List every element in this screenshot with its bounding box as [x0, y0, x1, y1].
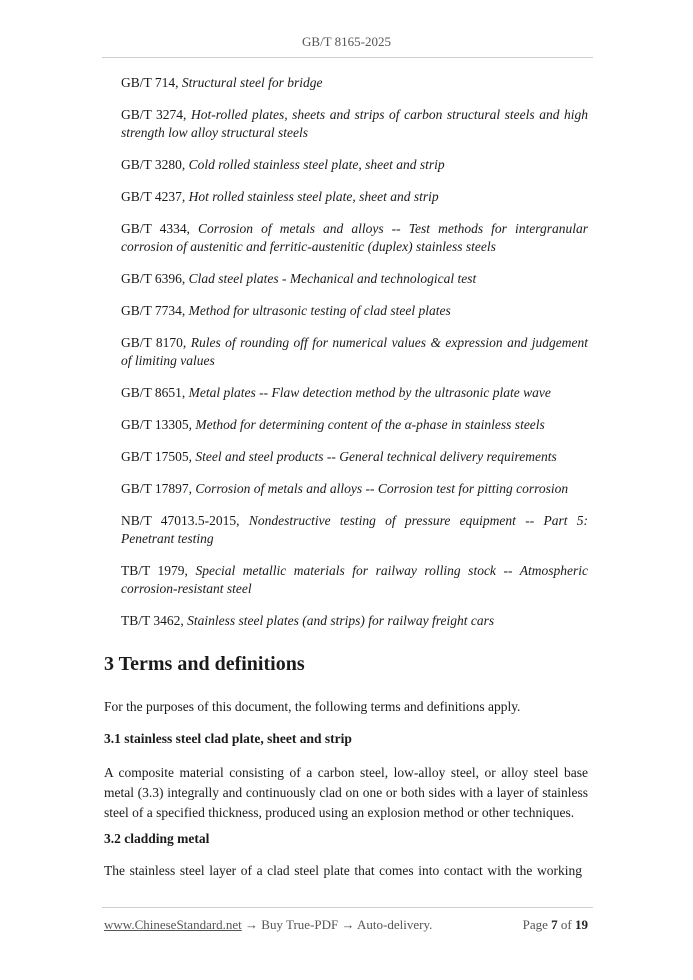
section-title: 3 Terms and definitions: [104, 653, 305, 675]
page-number: Page 7 of 19: [522, 917, 588, 932]
arrow-icon: →: [245, 917, 259, 932]
term-heading: 3.1 stainless steel clad plate, sheet and strip: [104, 731, 352, 746]
reference-item: GB/T 6396, Clad steel plates - Mechanical and technological test: [121, 271, 477, 286]
reference-item: GB/T 7734, Method for ultrasonic testing of clad steel plates: [121, 303, 451, 318]
term-3-1: [104, 731, 588, 747]
intro-paragraph: For the purposes of this document, the following terms and definitions apply.: [104, 699, 521, 714]
normative-references-list: [121, 74, 588, 644]
reference-item: GB/T 3280, Cold rolled stainless steel plate, sheet and strip: [121, 157, 445, 172]
section-heading: [104, 653, 588, 676]
reference-item: GB/T 4334, Corrosion of metals and alloys -- Test methods for intergranular corrosion of austenitic and ferritic-austenitic (duplex) stainless steels: [121, 221, 588, 254]
footer-promo: [104, 917, 432, 933]
term-3-2: [104, 831, 588, 847]
term-heading: 3.2 cladding metal: [104, 831, 210, 846]
page-footer: [104, 917, 588, 933]
term-definition: A composite material consisting of a carbon steel, low-alloy steel, or alloy steel base metal (3.3) integrally and continuously clad on one or both sides with a layer of stainless steel of a specified thickness, produced using an explosion method or other techniques.: [104, 765, 588, 820]
buy-text: Buy True-PDF: [261, 917, 339, 932]
header-divider: [102, 57, 593, 58]
reference-item: TB/T 3462, Stainless steel plates (and strips) for railway freight cars: [121, 613, 495, 628]
reference-item: TB/T 1979, Special metallic materials for railway rolling stock -- Atmospheric corrosion-resistant steel: [121, 563, 588, 596]
reference-item: GB/T 4237, Hot rolled stainless steel plate, sheet and strip: [121, 189, 439, 204]
reference-item: GB/T 13305, Method for determining content of the α-phase in stainless steels: [121, 417, 545, 432]
page-header: GB/T 8165-2025: [302, 34, 391, 49]
reference-item: NB/T 47013.5-2015, Nondestructive testing of pressure equipment -- Part 5: Penetrant testing: [121, 513, 588, 546]
reference-item: GB/T 8170, Rules of rounding off for numerical values & expression and judgement of limiting values: [121, 335, 588, 368]
arrow-icon: →: [341, 917, 355, 932]
section-intro: [104, 697, 588, 717]
reference-item: GB/T 17897, Corrosion of metals and alloys -- Corrosion test for pitting corrosion: [121, 481, 569, 496]
term-definition: The stainless steel layer of a clad steel plate that comes into contact with the working: [104, 863, 582, 878]
delivery-text: Auto-delivery.: [357, 917, 433, 932]
reference-item: GB/T 8651, Metal plates -- Flaw detection method by the ultrasonic plate wave: [121, 385, 551, 400]
reference-item: GB/T 17505, Steel and steel products -- General technical delivery requirements: [121, 449, 557, 464]
term-3-1-body: [104, 763, 588, 823]
reference-item: GB/T 714, Structural steel for bridge: [121, 75, 323, 90]
reference-item: GB/T 3274, Hot-rolled plates, sheets and strips of carbon structural steels and high strength low alloy structural steels: [121, 107, 589, 140]
site-link[interactable]: www.ChineseStandard.net: [104, 917, 242, 932]
footer-divider: [102, 907, 593, 908]
term-3-2-body: [104, 861, 588, 881]
